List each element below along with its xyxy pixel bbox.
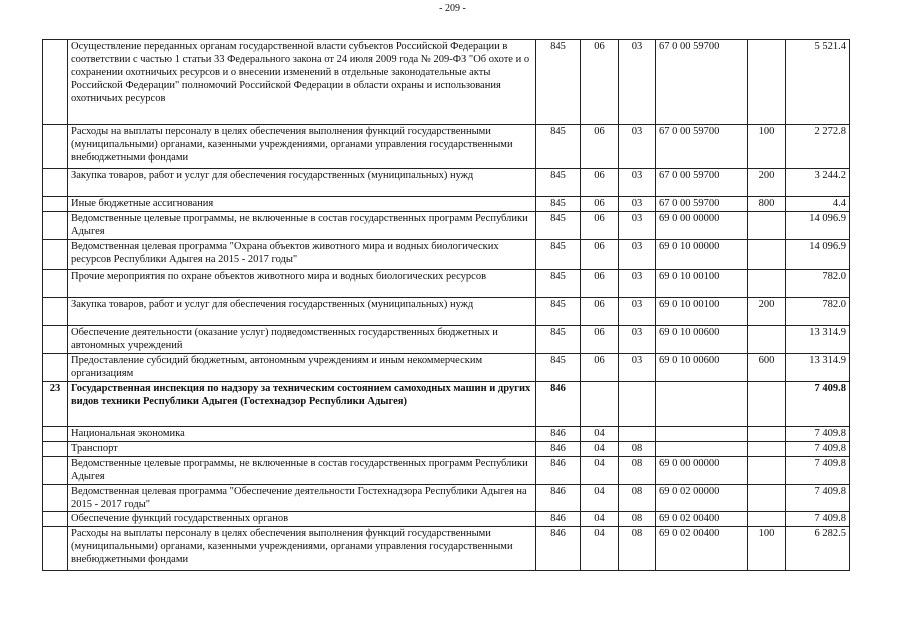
row-ved-cell: 846: [536, 427, 581, 442]
row-pr-cell: 03: [619, 40, 656, 125]
row-name-cell: Расходы на выплаты персоналу в целях обеспечения выполнения функций государственными (муниципальными) органами, казенными учреждениями, органами управления государственными внебюджетными фондами: [68, 125, 536, 169]
row-ved-cell: 845: [536, 354, 581, 382]
row-name-cell: Обеспечение функций государственных органов: [68, 512, 536, 527]
row-pr-cell: 03: [619, 197, 656, 212]
row-ved-cell: 846: [536, 527, 581, 571]
row-ved-cell: 845: [536, 298, 581, 326]
row-ved-cell: 845: [536, 197, 581, 212]
row-number-cell: [43, 125, 68, 169]
row-sum-cell: 7 409.8: [786, 512, 850, 527]
row-pr-cell: 08: [619, 512, 656, 527]
row-csr-cell: [656, 427, 748, 442]
row-number-cell: [43, 197, 68, 212]
row-number-cell: 23: [43, 382, 68, 427]
row-sum-cell: 4.4: [786, 197, 850, 212]
row-vr-cell: [748, 442, 786, 457]
row-vr-cell: [748, 382, 786, 427]
table-row: [43, 197, 850, 212]
row-ved-cell: 846: [536, 512, 581, 527]
row-rz-cell: 04: [581, 442, 619, 457]
table-row: [43, 212, 850, 240]
row-pr-cell: 03: [619, 298, 656, 326]
row-number-cell: [43, 212, 68, 240]
row-rz-cell: 06: [581, 169, 619, 197]
row-csr-cell: 67 0 00 59700: [656, 197, 748, 212]
row-name-cell: Прочие мероприятия по охране объектов животного мира и водных биологических ресурсов: [68, 270, 536, 298]
table-row: [43, 427, 850, 442]
row-name-cell: Ведомственная целевая программа "Обеспечение деятельности Гостехнадзора Республики Адыгея на 2015 - 2017 годы": [68, 485, 536, 512]
row-sum-cell: 13 314.9: [786, 354, 850, 382]
row-sum-cell: 14 096.9: [786, 240, 850, 270]
row-ved-cell: 845: [536, 169, 581, 197]
row-ved-cell: 846: [536, 485, 581, 512]
row-number-cell: [43, 270, 68, 298]
table-row: [43, 354, 850, 382]
row-pr-cell: 03: [619, 212, 656, 240]
row-rz-cell: 04: [581, 427, 619, 442]
row-rz-cell: 04: [581, 485, 619, 512]
row-csr-cell: 69 0 00 00000: [656, 212, 748, 240]
row-sum-cell: 7 409.8: [786, 485, 850, 512]
row-csr-cell: [656, 382, 748, 427]
row-name-cell: Ведомственные целевые программы, не включенные в состав государственных программ Республики Адыгея: [68, 457, 536, 485]
row-number-cell: [43, 527, 68, 571]
table-body: [43, 40, 850, 571]
row-sum-cell: 782.0: [786, 298, 850, 326]
row-csr-cell: 67 0 00 59700: [656, 40, 748, 125]
table-row: [43, 326, 850, 354]
row-csr-cell: 69 0 10 00000: [656, 240, 748, 270]
row-vr-cell: [748, 326, 786, 354]
row-rz-cell: 04: [581, 512, 619, 527]
table-row: [43, 298, 850, 326]
table-row: [43, 169, 850, 197]
table-row: [43, 40, 850, 125]
row-sum-cell: 6 282.5: [786, 527, 850, 571]
row-vr-cell: 800: [748, 197, 786, 212]
row-rz-cell: 06: [581, 326, 619, 354]
row-name-cell: Обеспечение деятельности (оказание услуг) подведомственных государственных бюджетных и автономных учреждений: [68, 326, 536, 354]
row-csr-cell: 69 0 10 00600: [656, 326, 748, 354]
row-vr-cell: [748, 240, 786, 270]
row-pr-cell: 08: [619, 485, 656, 512]
row-sum-cell: 7 409.8: [786, 382, 850, 427]
row-rz-cell: 04: [581, 527, 619, 571]
row-ved-cell: 845: [536, 270, 581, 298]
row-name-cell: Национальная экономика: [68, 427, 536, 442]
row-vr-cell: [748, 457, 786, 485]
table-row: [43, 527, 850, 571]
row-number-cell: [43, 298, 68, 326]
table-row: [43, 270, 850, 298]
row-vr-cell: [748, 427, 786, 442]
row-sum-cell: 13 314.9: [786, 326, 850, 354]
row-number-cell: [43, 427, 68, 442]
row-ved-cell: 846: [536, 457, 581, 485]
table-row: [43, 442, 850, 457]
row-number-cell: [43, 512, 68, 527]
row-rz-cell: 04: [581, 457, 619, 485]
row-name-cell: Ведомственные целевые программы, не включенные в состав государственных программ Республики Адыгея: [68, 212, 536, 240]
row-csr-cell: 69 0 10 00600: [656, 354, 748, 382]
row-rz-cell: 06: [581, 125, 619, 169]
row-sum-cell: 7 409.8: [786, 442, 850, 457]
row-csr-cell: 67 0 00 59700: [656, 169, 748, 197]
row-name-cell: Закупка товаров, работ и услуг для обеспечения государственных (муниципальных) нужд: [68, 298, 536, 326]
budget-table: [42, 39, 850, 571]
row-name-cell: Государственная инспекция по надзору за техническим состоянием самоходных машин и других видов техники Республики Адыгея (Гостехнадзор Республики Адыгея): [68, 382, 536, 427]
row-ved-cell: 845: [536, 212, 581, 240]
row-csr-cell: 69 0 00 00000: [656, 457, 748, 485]
row-ved-cell: 845: [536, 326, 581, 354]
page-number: - 209 -: [439, 3, 466, 14]
row-csr-cell: 69 0 10 00100: [656, 298, 748, 326]
row-sum-cell: 14 096.9: [786, 212, 850, 240]
row-number-cell: [43, 169, 68, 197]
row-pr-cell: 03: [619, 240, 656, 270]
row-sum-cell: 7 409.8: [786, 427, 850, 442]
row-rz-cell: 06: [581, 212, 619, 240]
table-row: [43, 485, 850, 512]
row-vr-cell: 100: [748, 527, 786, 571]
row-rz-cell: 06: [581, 40, 619, 125]
row-ved-cell: 845: [536, 40, 581, 125]
row-csr-cell: 69 0 02 00400: [656, 527, 748, 571]
row-sum-cell: 7 409.8: [786, 457, 850, 485]
row-pr-cell: [619, 427, 656, 442]
table-row: [43, 125, 850, 169]
row-csr-cell: [656, 442, 748, 457]
row-number-cell: [43, 354, 68, 382]
row-pr-cell: 03: [619, 169, 656, 197]
row-name-cell: Иные бюджетные ассигнования: [68, 197, 536, 212]
row-pr-cell: [619, 382, 656, 427]
row-pr-cell: 08: [619, 527, 656, 571]
row-ved-cell: 845: [536, 125, 581, 169]
row-vr-cell: [748, 485, 786, 512]
row-name-cell: Транспорт: [68, 442, 536, 457]
row-pr-cell: 08: [619, 457, 656, 485]
row-vr-cell: 600: [748, 354, 786, 382]
table-row: [43, 382, 850, 427]
row-name-cell: Ведомственная целевая программа "Охрана объектов животного мира и водных биологических ресурсов Республики Адыгея на 2015 - 2017 годы": [68, 240, 536, 270]
row-vr-cell: [748, 40, 786, 125]
row-ved-cell: 845: [536, 240, 581, 270]
row-rz-cell: [581, 382, 619, 427]
table-row: [43, 457, 850, 485]
row-name-cell: Предоставление субсидий бюджетным, автономным учреждениям и иным некоммерческим организациям: [68, 354, 536, 382]
row-vr-cell: [748, 212, 786, 240]
row-rz-cell: 06: [581, 354, 619, 382]
row-pr-cell: 08: [619, 442, 656, 457]
row-vr-cell: [748, 512, 786, 527]
row-sum-cell: 3 244.2: [786, 169, 850, 197]
row-number-cell: [43, 326, 68, 354]
row-rz-cell: 06: [581, 298, 619, 326]
row-vr-cell: 200: [748, 169, 786, 197]
row-name-cell: Закупка товаров, работ и услуг для обеспечения государственных (муниципальных) нужд: [68, 169, 536, 197]
row-name-cell: Осуществление переданных органам государственной власти субъектов Российской Федерации в соответствии с частью 1 статьи 33 Федерального закона от 24 июля 2009 года № 209-ФЗ "Об охоте и о сохранении охотничьих ресурсов и о внесении изменений в отдельные законодательные акты Российской Федерации" полномочий Российской Федерации в области охраны и использования охотничьих ресурсов: [68, 40, 536, 125]
row-ved-cell: 846: [536, 442, 581, 457]
row-pr-cell: 03: [619, 326, 656, 354]
row-number-cell: [43, 240, 68, 270]
row-rz-cell: 06: [581, 240, 619, 270]
row-sum-cell: 782.0: [786, 270, 850, 298]
row-vr-cell: 100: [748, 125, 786, 169]
row-ved-cell: 846: [536, 382, 581, 427]
row-vr-cell: [748, 270, 786, 298]
row-name-cell: Расходы на выплаты персоналу в целях обеспечения выполнения функций государственными (муниципальными) органами, казенными учреждениями, органами управления государственными внебюджетными фондами: [68, 527, 536, 571]
row-sum-cell: 5 521.4: [786, 40, 850, 125]
row-number-cell: [43, 457, 68, 485]
row-number-cell: [43, 40, 68, 125]
row-pr-cell: 03: [619, 354, 656, 382]
row-pr-cell: 03: [619, 125, 656, 169]
row-csr-cell: 69 0 02 00400: [656, 512, 748, 527]
table-row: [43, 240, 850, 270]
row-number-cell: [43, 485, 68, 512]
row-rz-cell: 06: [581, 197, 619, 212]
row-vr-cell: 200: [748, 298, 786, 326]
row-number-cell: [43, 442, 68, 457]
row-csr-cell: 69 0 10 00100: [656, 270, 748, 298]
row-csr-cell: 69 0 02 00000: [656, 485, 748, 512]
row-csr-cell: 67 0 00 59700: [656, 125, 748, 169]
row-rz-cell: 06: [581, 270, 619, 298]
row-pr-cell: 03: [619, 270, 656, 298]
row-sum-cell: 2 272.8: [786, 125, 850, 169]
table-row: [43, 512, 850, 527]
